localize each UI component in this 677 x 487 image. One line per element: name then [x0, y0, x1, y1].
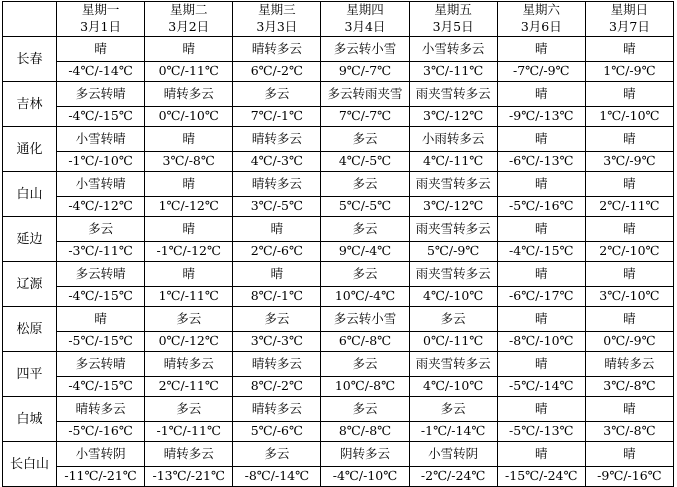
- weather-condition-cell: 晴: [57, 37, 145, 62]
- city-weather-row: [3, 37, 674, 62]
- temperature-range-cell: 3℃/-11℃: [409, 62, 497, 82]
- temperature-range-cell: 2℃/-10℃: [585, 242, 673, 262]
- date-header: 3月7日: [585, 19, 673, 37]
- temperature-range-cell: 10℃/-8℃: [321, 377, 409, 397]
- weather-condition-cell: 阴转多云: [321, 442, 409, 467]
- temperature-range-cell: -8℃/-10℃: [497, 332, 585, 352]
- temperature-range-cell: 5℃/-9℃: [409, 242, 497, 262]
- weather-condition-cell: 晴转多云: [145, 82, 233, 107]
- temperature-range-cell: 3℃/-8℃: [585, 377, 673, 397]
- weather-condition-cell: 晴转多云: [233, 397, 321, 422]
- weather-condition-cell: 多云: [233, 82, 321, 107]
- temperature-range-cell: -1℃/-11℃: [145, 422, 233, 442]
- city-temperature-row: [3, 62, 674, 82]
- temperature-range-cell: 4℃/-10℃: [409, 287, 497, 307]
- temperature-range-cell: 2℃/-6℃: [233, 242, 321, 262]
- weekday-header: 星期三: [233, 2, 321, 20]
- temperature-range-cell: -9℃/-13℃: [497, 107, 585, 127]
- city-weather-row: [3, 307, 674, 332]
- city-temperature-row: [3, 287, 674, 307]
- weather-condition-cell: 多云转小雪: [321, 37, 409, 62]
- weekday-header: 星期一: [57, 2, 145, 20]
- weather-condition-cell: 晴: [145, 262, 233, 287]
- weather-condition-cell: 多云: [321, 127, 409, 152]
- weather-condition-cell: 多云: [321, 172, 409, 197]
- weather-condition-cell: 晴: [497, 37, 585, 62]
- city-weather-row: [3, 442, 674, 467]
- weather-condition-cell: 晴: [145, 127, 233, 152]
- city-temperature-row: [3, 107, 674, 127]
- temperature-range-cell: 4℃/-5℃: [321, 152, 409, 172]
- weather-condition-cell: 晴: [145, 172, 233, 197]
- temperature-range-cell: 3℃/-10℃: [585, 287, 673, 307]
- weather-condition-cell: 晴: [585, 82, 673, 107]
- city-temperature-row: [3, 422, 674, 442]
- weather-condition-cell: 晴: [585, 127, 673, 152]
- weekday-header: 星期日: [585, 2, 673, 20]
- temperature-range-cell: -5℃/-16℃: [57, 422, 145, 442]
- temperature-range-cell: 8℃/-2℃: [233, 377, 321, 397]
- temperature-range-cell: -7℃/-9℃: [497, 62, 585, 82]
- weather-condition-cell: 雨夹雪转多云: [409, 262, 497, 287]
- weather-condition-cell: 晴: [585, 217, 673, 242]
- weather-condition-cell: 多云转晴: [57, 82, 145, 107]
- date-header: 3月6日: [497, 19, 585, 37]
- temperature-range-cell: 1℃/-9℃: [585, 62, 673, 82]
- temperature-range-cell: -5℃/-15℃: [57, 332, 145, 352]
- temperature-range-cell: -2℃/-24℃: [409, 467, 497, 487]
- temperature-range-cell: -13℃/-21℃: [145, 467, 233, 487]
- temperature-range-cell: 3℃/-12℃: [409, 107, 497, 127]
- city-temperature-row: [3, 467, 674, 487]
- temperature-range-cell: 6℃/-2℃: [233, 62, 321, 82]
- city-name: 白城: [3, 397, 57, 442]
- temperature-range-cell: 1℃/-10℃: [585, 107, 673, 127]
- city-name: 通化: [3, 127, 57, 172]
- weather-condition-cell: 小雪转阴: [409, 442, 497, 467]
- temperature-range-cell: -1℃/-10℃: [57, 152, 145, 172]
- weather-condition-cell: 晴: [585, 307, 673, 332]
- temperature-range-cell: 3℃/-8℃: [145, 152, 233, 172]
- temperature-range-cell: 1℃/-11℃: [145, 287, 233, 307]
- temperature-range-cell: -4℃/-15℃: [497, 242, 585, 262]
- city-weather-row: [3, 82, 674, 107]
- weather-condition-cell: 晴转多云: [585, 352, 673, 377]
- weather-condition-cell: 多云: [409, 397, 497, 422]
- temperature-range-cell: -4℃/-15℃: [57, 287, 145, 307]
- weather-condition-cell: 多云转雨夹雪: [321, 82, 409, 107]
- date-header-row: [3, 19, 674, 37]
- temperature-range-cell: 5℃/-5℃: [321, 197, 409, 217]
- weather-condition-cell: 晴: [585, 262, 673, 287]
- weather-condition-cell: 晴转多云: [145, 352, 233, 377]
- weather-condition-cell: 多云: [321, 217, 409, 242]
- temperature-range-cell: -3℃/-11℃: [57, 242, 145, 262]
- temperature-range-cell: -6℃/-17℃: [497, 287, 585, 307]
- temperature-range-cell: 3℃/-5℃: [233, 197, 321, 217]
- city-temperature-row: [3, 197, 674, 217]
- temperature-range-cell: -5℃/-13℃: [497, 422, 585, 442]
- temperature-range-cell: 7℃/-1℃: [233, 107, 321, 127]
- city-name: 辽源: [3, 262, 57, 307]
- temperature-range-cell: -8℃/-14℃: [233, 467, 321, 487]
- forecast-table-container: [2, 1, 674, 487]
- temperature-range-cell: -4℃/-15℃: [57, 107, 145, 127]
- temperature-range-cell: 2℃/-11℃: [145, 377, 233, 397]
- city-temperature-row: [3, 377, 674, 397]
- weather-condition-cell: 多云: [321, 397, 409, 422]
- weather-condition-cell: 晴: [145, 37, 233, 62]
- temperature-range-cell: -5℃/-16℃: [497, 197, 585, 217]
- weekday-header-row: [3, 2, 674, 20]
- temperature-range-cell: 8℃/-1℃: [233, 287, 321, 307]
- weekday-header: 星期四: [321, 2, 409, 20]
- weather-condition-cell: 晴: [497, 82, 585, 107]
- weather-condition-cell: 雨夹雪转多云: [409, 82, 497, 107]
- temperature-range-cell: 0℃/-11℃: [145, 62, 233, 82]
- weather-condition-cell: 晴: [497, 172, 585, 197]
- temperature-range-cell: 0℃/-10℃: [145, 107, 233, 127]
- city-name: 长白山: [3, 442, 57, 487]
- city-weather-row: [3, 127, 674, 152]
- weather-condition-cell: 晴: [497, 307, 585, 332]
- temperature-range-cell: 4℃/-11℃: [409, 152, 497, 172]
- city-name: 延边: [3, 217, 57, 262]
- weather-condition-cell: 多云转小雪: [321, 307, 409, 332]
- date-header: 3月2日: [145, 19, 233, 37]
- city-name: 白山: [3, 172, 57, 217]
- city-name: 四平: [3, 352, 57, 397]
- temperature-range-cell: 5℃/-6℃: [233, 422, 321, 442]
- weather-forecast-table: [2, 1, 674, 487]
- weather-condition-cell: 小雪转阴: [57, 442, 145, 467]
- city-temperature-row: [3, 152, 674, 172]
- weather-condition-cell: 晴: [145, 217, 233, 242]
- temperature-range-cell: 9℃/-4℃: [321, 242, 409, 262]
- city-temperature-row: [3, 332, 674, 352]
- city-weather-row: [3, 397, 674, 422]
- temperature-range-cell: -4℃/-10℃: [321, 467, 409, 487]
- temperature-range-cell: 2℃/-11℃: [585, 197, 673, 217]
- weather-condition-cell: 多云: [321, 262, 409, 287]
- temperature-range-cell: -4℃/-15℃: [57, 377, 145, 397]
- corner-cell: [3, 2, 57, 37]
- date-header: 3月1日: [57, 19, 145, 37]
- weather-condition-cell: 晴转多云: [145, 442, 233, 467]
- weather-condition-cell: 晴: [497, 352, 585, 377]
- weather-condition-cell: 晴: [497, 217, 585, 242]
- weather-condition-cell: 雨夹雪转多云: [409, 172, 497, 197]
- city-weather-row: [3, 352, 674, 377]
- weather-condition-cell: 多云转晴: [57, 352, 145, 377]
- temperature-range-cell: -4℃/-14℃: [57, 62, 145, 82]
- weather-condition-cell: 晴: [497, 442, 585, 467]
- temperature-range-cell: 3℃/-9℃: [585, 152, 673, 172]
- city-weather-row: [3, 217, 674, 242]
- weather-condition-cell: 小雪转晴: [57, 127, 145, 152]
- temperature-range-cell: 8℃/-8℃: [321, 422, 409, 442]
- city-name: 吉林: [3, 82, 57, 127]
- temperature-range-cell: -5℃/-14℃: [497, 377, 585, 397]
- weather-condition-cell: 晴: [585, 37, 673, 62]
- weekday-header: 星期五: [409, 2, 497, 20]
- weather-condition-cell: 多云: [145, 397, 233, 422]
- temperature-range-cell: 3℃/-12℃: [409, 197, 497, 217]
- city-temperature-row: [3, 242, 674, 262]
- weather-condition-cell: 晴转多云: [233, 127, 321, 152]
- weather-condition-cell: 晴: [233, 262, 321, 287]
- forecast-body: [3, 37, 674, 487]
- weather-condition-cell: 雨夹雪转多云: [409, 352, 497, 377]
- weather-condition-cell: 晴: [497, 262, 585, 287]
- temperature-range-cell: -4℃/-12℃: [57, 197, 145, 217]
- weather-condition-cell: 晴: [585, 442, 673, 467]
- weather-condition-cell: 晴: [585, 172, 673, 197]
- weather-condition-cell: 晴: [233, 217, 321, 242]
- weather-condition-cell: 晴转多云: [233, 352, 321, 377]
- weather-condition-cell: 晴转多云: [233, 172, 321, 197]
- temperature-range-cell: 3℃/-3℃: [233, 332, 321, 352]
- weather-condition-cell: 多云: [233, 442, 321, 467]
- weather-condition-cell: 晴转多云: [233, 37, 321, 62]
- temperature-range-cell: 0℃/-9℃: [585, 332, 673, 352]
- temperature-range-cell: 7℃/-7℃: [321, 107, 409, 127]
- temperature-range-cell: -1℃/-12℃: [145, 242, 233, 262]
- temperature-range-cell: 0℃/-11℃: [409, 332, 497, 352]
- weather-condition-cell: 小雪转多云: [409, 37, 497, 62]
- city-name: 长春: [3, 37, 57, 82]
- temperature-range-cell: 0℃/-12℃: [145, 332, 233, 352]
- temperature-range-cell: -15℃/-24℃: [497, 467, 585, 487]
- date-header: 3月4日: [321, 19, 409, 37]
- weather-condition-cell: 小雨转多云: [409, 127, 497, 152]
- weather-condition-cell: 晴: [497, 127, 585, 152]
- weekday-header: 星期二: [145, 2, 233, 20]
- weather-condition-cell: 多云: [409, 307, 497, 332]
- date-header: 3月5日: [409, 19, 497, 37]
- weather-condition-cell: 晴: [497, 397, 585, 422]
- temperature-range-cell: -11℃/-21℃: [57, 467, 145, 487]
- weather-condition-cell: 多云: [321, 352, 409, 377]
- city-weather-row: [3, 172, 674, 197]
- weather-condition-cell: 晴: [585, 397, 673, 422]
- date-header: 3月3日: [233, 19, 321, 37]
- city-weather-row: [3, 262, 674, 287]
- temperature-range-cell: 1℃/-12℃: [145, 197, 233, 217]
- temperature-range-cell: -9℃/-16℃: [585, 467, 673, 487]
- temperature-range-cell: 3℃/-8℃: [585, 422, 673, 442]
- weather-condition-cell: 多云转晴: [57, 262, 145, 287]
- weather-condition-cell: 多云: [57, 217, 145, 242]
- weather-condition-cell: 小雪转晴: [57, 172, 145, 197]
- weather-condition-cell: 多云: [145, 307, 233, 332]
- weather-condition-cell: 雨夹雪转多云: [409, 217, 497, 242]
- weather-condition-cell: 多云: [233, 307, 321, 332]
- city-name: 松原: [3, 307, 57, 352]
- temperature-range-cell: 6℃/-8℃: [321, 332, 409, 352]
- weekday-header: 星期六: [497, 2, 585, 20]
- temperature-range-cell: 4℃/-10℃: [409, 377, 497, 397]
- temperature-range-cell: -1℃/-14℃: [409, 422, 497, 442]
- weather-condition-cell: 晴: [57, 307, 145, 332]
- weather-condition-cell: 晴转多云: [57, 397, 145, 422]
- temperature-range-cell: -6℃/-13℃: [497, 152, 585, 172]
- temperature-range-cell: 9℃/-7℃: [321, 62, 409, 82]
- temperature-range-cell: 10℃/-4℃: [321, 287, 409, 307]
- temperature-range-cell: 4℃/-3℃: [233, 152, 321, 172]
